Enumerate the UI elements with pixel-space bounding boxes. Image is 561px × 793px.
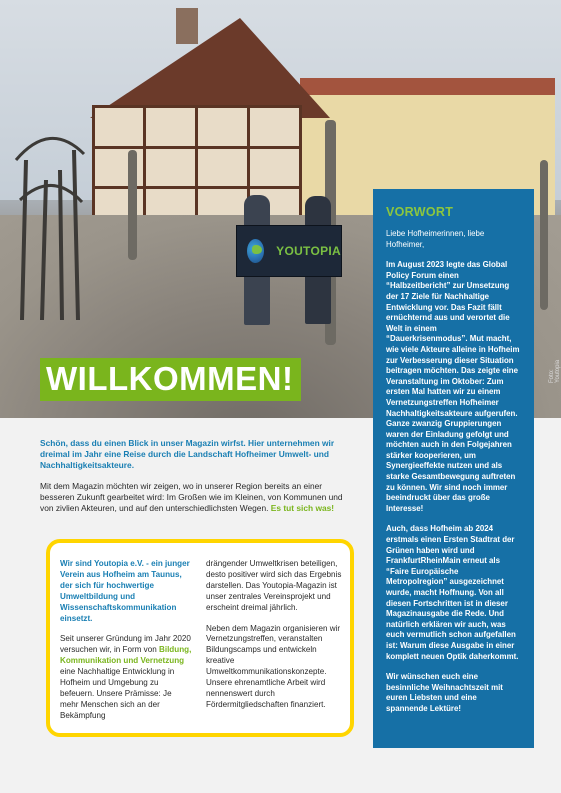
about-p1-end: eine Nachhaltige Entwicklung in Hofheim und Umgebung zu befeuern. Unsere Prämisse: Je mehr Menschen sich an der Bekämpfung — [60, 667, 175, 720]
vorwort-paragraph-3: Wir wünschen euch eine besinnliche Weihnachtszeit mit euren Liebsten und eine spannende Lektüre! — [386, 672, 503, 713]
about-box — [46, 539, 354, 737]
vorwort-title: VORWORT — [386, 205, 454, 219]
vorwort-paragraph-1: Im August 2023 legte das Global Policy Forum einen “Halbzeitbericht” zur Umsetzung der 17 Ziele für Nachhaltige Entwicklung vor. Das Fazit fällt ernüchternd aus und verortet die Welt in einem “Dauerkrisenmodus”. Mut macht, wie viele Akteure alleine in Hofheim zur Verbesserung dieser Situation beitragen möchten. Das zeigte eine Veranstaltung im Oktober: Zum ersten Mal hatten wir zu einem Vernetzungstreffen Hofheimer Nachhaltigkeitsakteure aufgerufen. Ganze zwanzig Gruppierungen waren der Einladung gefolgt und möchten auch in den Folgejahren stärker kooperieren, um Synergieeffekte nutzen und als starke Gesamtbewegung auftreten zu können. Wir sind noch immer beeindruckt über das große Interesse! — [386, 260, 520, 513]
about-paragraph-2: drängender Umweltkrisen beteiligen, desto positiver wird sich das Ergebnis darstellen. Das Youtopia-Magazin ist unser zentrales Vereinsprojekt und erscheint dreimal jährlich. — [206, 559, 342, 612]
welcome-title: WILLKOMMEN! — [46, 360, 294, 397]
tree — [128, 150, 137, 260]
vorwort-sidebar — [373, 189, 534, 748]
timber-house — [92, 105, 302, 225]
intro-body — [40, 481, 356, 515]
sculpture — [12, 120, 88, 320]
welcome-heading — [40, 358, 301, 401]
about-paragraph-3: Neben dem Magazin organisieren wir Vernetzungstreffen, veranstalten Bildungscamps und entwickeln kreative Umweltkommunikationskonzepte. Unsere ehrenamtliche Arbeit wird nennenswert durch Fördermitgliedschaften finanziert. — [206, 623, 341, 709]
intro-highlight: Es tut sich was! — [270, 503, 335, 514]
vorwort-greeting: Liebe Hofheimerinnen, liebe Hofheimer, — [386, 229, 485, 249]
about-heading: Wir sind Youtopia e.V. - ein junger Verein aus Hofheim am Taunus, der sich für hochwertige Umweltbildung und Wissenschaftskommunikation einsetzt. — [60, 559, 190, 623]
about-column-left — [60, 559, 192, 732]
about-paragraph-1 — [60, 634, 192, 721]
globe-icon — [247, 239, 264, 263]
banner-text: YOUTOPIA — [276, 244, 341, 258]
youtopia-banner — [236, 225, 342, 277]
intro-body-text: Mit dem Magazin möchten wir zeigen, wo in unserer Region bereits an einer besseren Zukunft gearbeitet wird: Im Großen wie im Kleinen, von Kommunen und von zivlien Akteuren, und auf den unterschiedlichsten Wegen. — [40, 480, 343, 514]
about-p1-start: Seit unserer Gründung im Jahr 2020 versuchen wir, in Form von — [60, 634, 191, 655]
about-column-right — [206, 559, 346, 721]
about-p1-highlight: Bildung, Kommunikation und Vernetzung — [60, 645, 192, 666]
vorwort-paragraph-2: Auch, dass Hofheim ab 2024 erstmals einen Ersten Stadtrat der Grünen haben wird und FrankfurtRheinMain erneut als “Faire Europäische Metropolregion” ausgezeichnet wurde, macht Hoffnung. Von all diesen Fortschritten ist in dieser Magazinausgabe die Rede. Und natürlich erklären wir auch, was euch vermutlich schon aufgefallen ist: Warum diese Ausgabe in einer komplett neuen Optik daherkommt. — [386, 524, 519, 661]
vorwort-text — [386, 229, 520, 715]
intro-section — [40, 438, 356, 514]
intro-lead: Schön, dass du einen Blick in unser Magazin wirfst. Hier unternehmen wir dreimal im Jahr eine Reise durch die Landschaft Hofheimer Umwelt- und Nachhaltigkeitsakteure. — [40, 438, 335, 471]
timber-house-roof — [90, 18, 330, 118]
photo-credit: Foto: Youtopia — [549, 359, 561, 383]
tree — [540, 160, 548, 310]
